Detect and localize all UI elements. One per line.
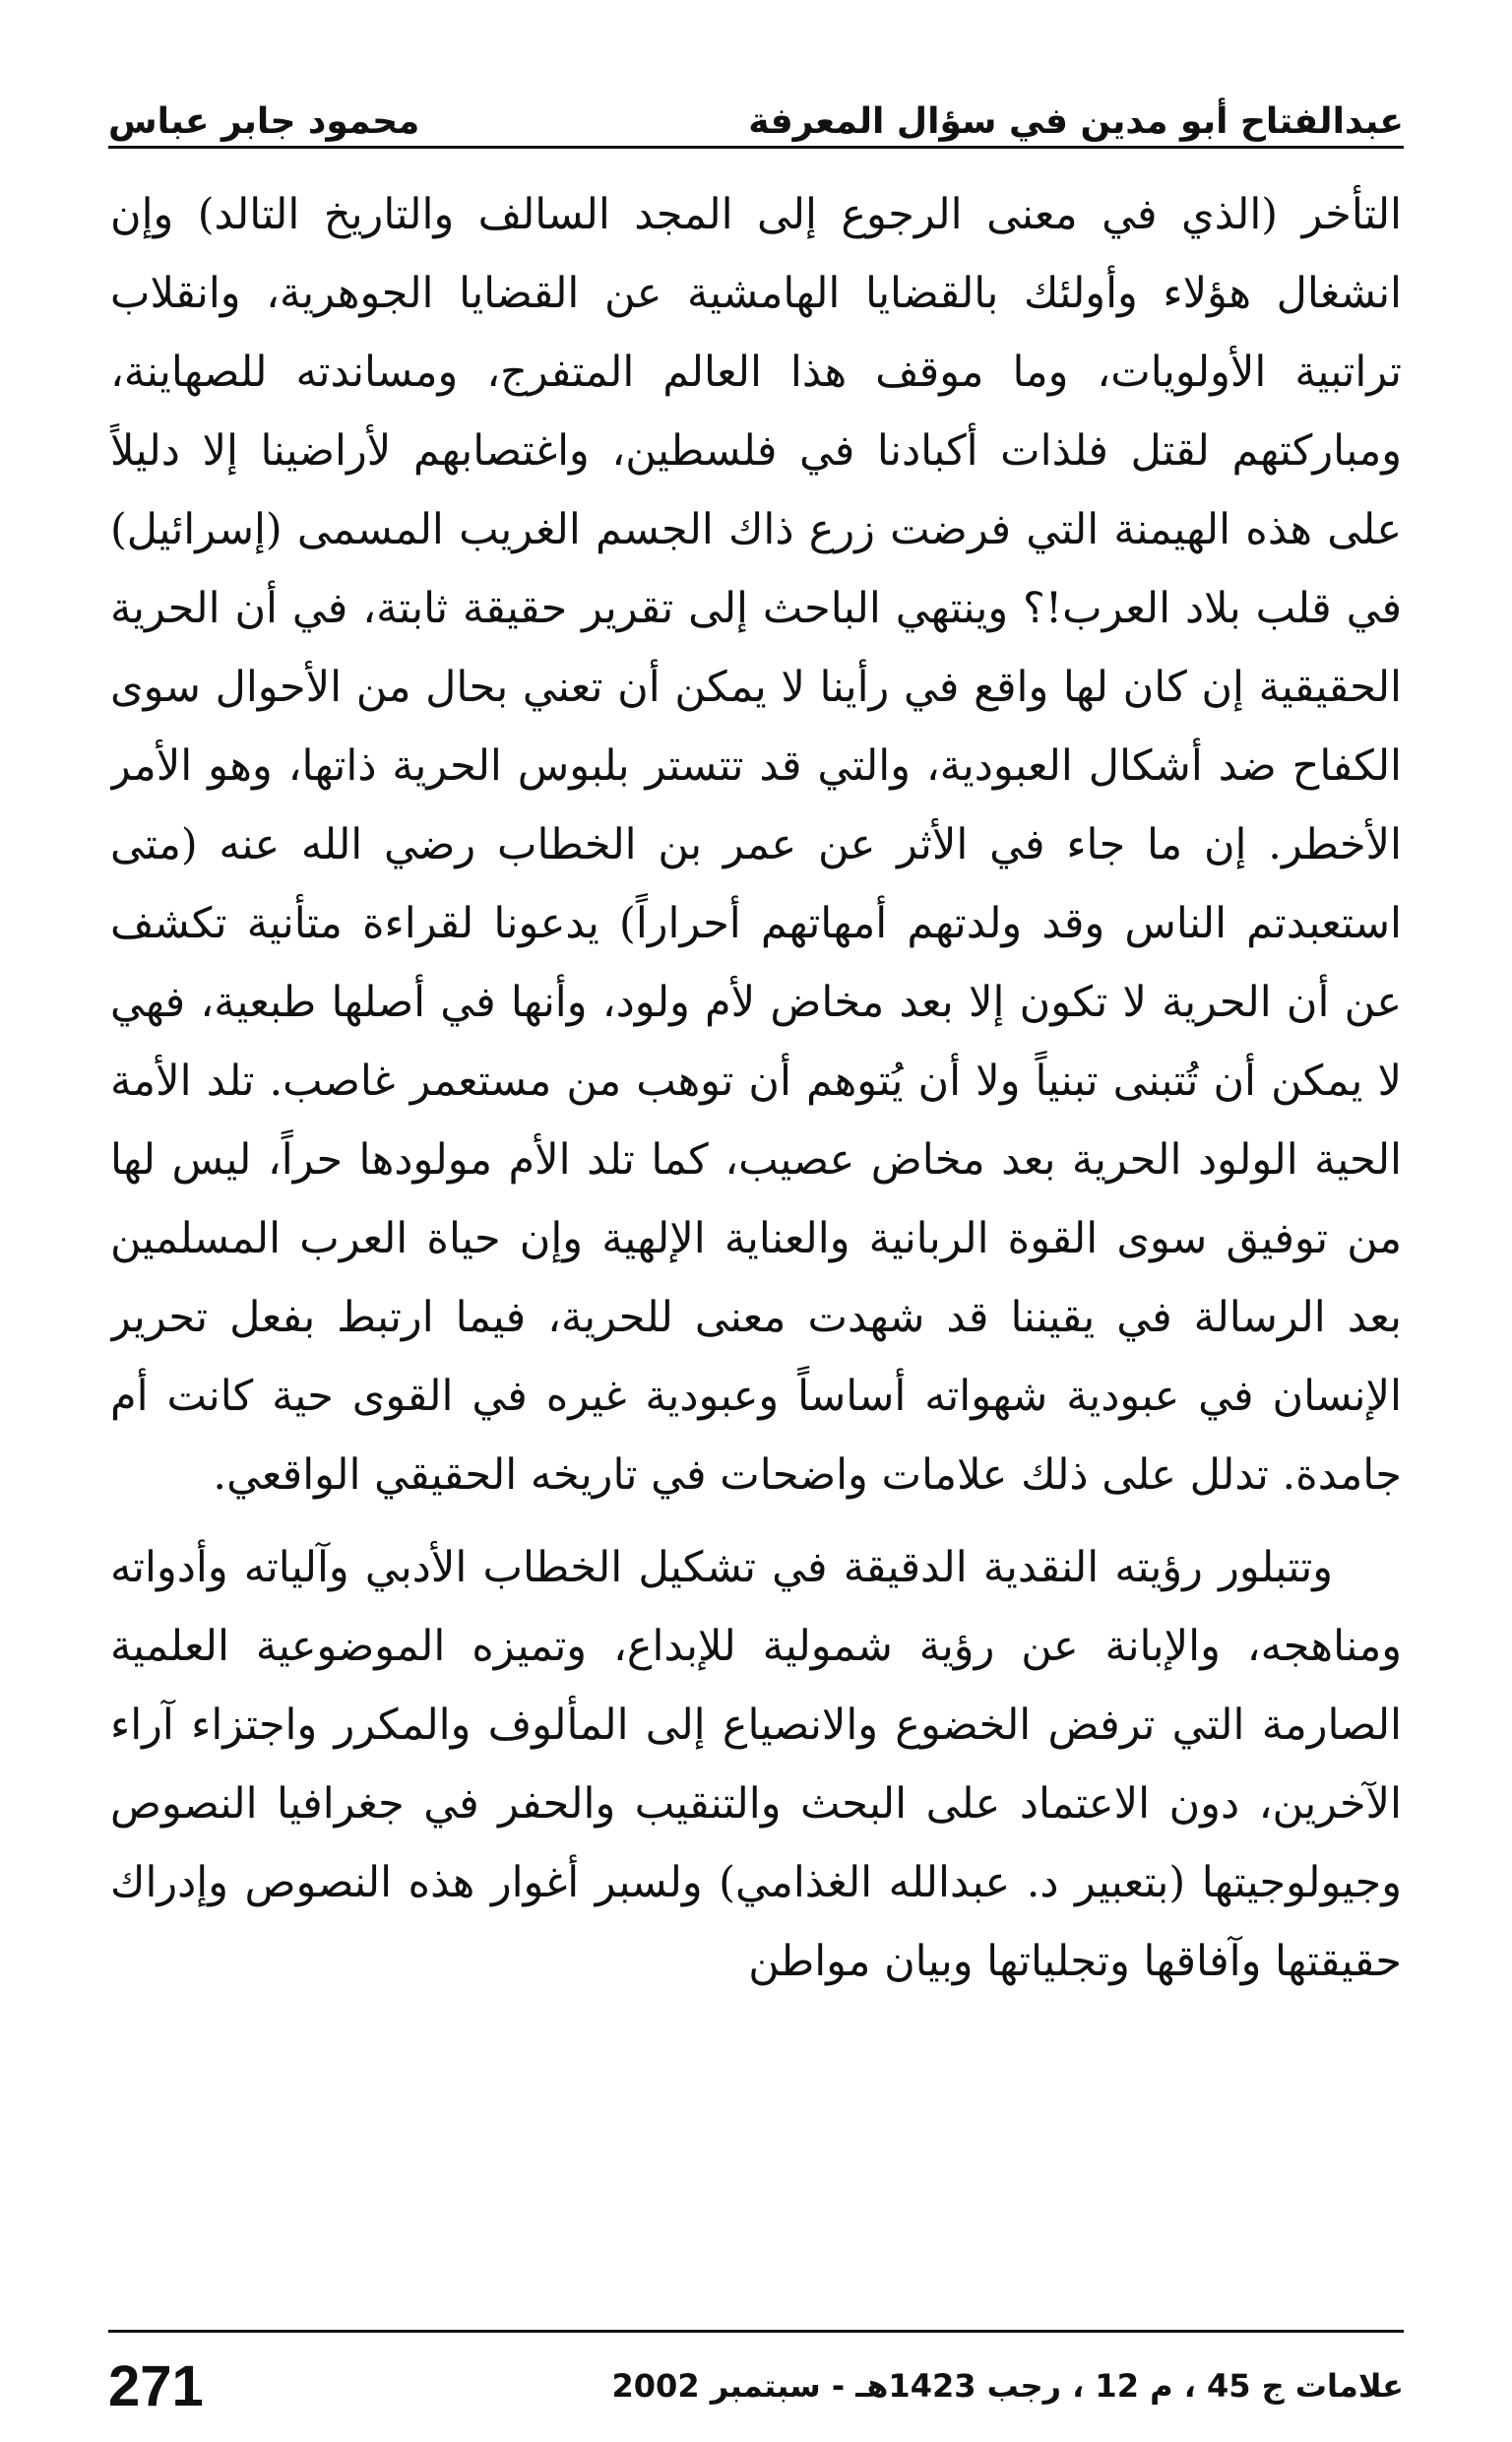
body-text xyxy=(110,175,1402,2322)
running-footer xyxy=(108,2351,1404,2420)
running-header xyxy=(108,61,1404,140)
article-title: عبدالفتاح أبو مدين في سؤال المعرفة xyxy=(748,101,1404,142)
author-name: محمود جابر عباس xyxy=(108,101,420,142)
header-rule xyxy=(108,146,1404,149)
page-number: 271 xyxy=(108,2353,204,2418)
footer-rule xyxy=(108,2330,1404,2333)
issue-info: علامات ج 45 ، م 12 ، رجب 1423هـ - سبتمبر 2002 xyxy=(611,2367,1404,2405)
paragraph-1: التأخر (الذي في معنى الرجوع إلى المجد السالف والتاريخ التالد) وإن انشغال هؤلاء وأولئك بالقضايا الهامشية عن القضايا الجوهرية، وانقلاب تراتبية الأولويات، وما موقف هذا العالم المتفرج، ومساندته للصهاينة، ومباركتهم لقتل فلذات أكبادنا في فلسطين، واغتصابهم لأراضينا إلا دليلاً على هذه الهيمنة التي فرضت زرع ذاك الجسم الغريب المسمى (إسرائيل) في قلب بلاد العرب!؟ وينتهي الباحث إلى تقرير حقيقة ثابتة، في أن الحرية الحقيقية إن كان لها واقع في رأينا لا يمكن أن تعني بحال من الأحوال سوى الكفاح ضد أشكال العبودية، والتي قد تتستر بلبوس الحرية ذاتها، وهو الأمر الأخطر. إن ما جاء في الأثر عن عمر بن الخطاب رضي الله عنه (متى استعبدتم الناس وقد ولدتهم أمهاتهم أحراراً) يدعونا لقراءة متأنية تكشف عن أن الحرية لا تكون إلا بعد مخاض لأم ولود، وأنها في أصلها طبعية، فهي لا يمكن أن تُتبنى تبنياً ولا أن يُتوهم أن توهب من مستعمر غاصب. تلد الأمة الحية الولود الحرية بعد مخاض عصيب، كما تلد الأم مولودها حراً، ليس لها من توفيق سوى القوة الربانية والعناية الإلهية وإن حياة العرب المسلمين بعد الرسالة في يقيننا قد شهدت معنى للحرية، فيما ارتبط بفعل تحرير الإنسان في عبودية شهواته أساساً وعبودية غيره في القوى حية كانت أم جامدة. تدلل على ذلك علامات واضحات في تاريخه الحقيقي الواقعي. xyxy=(110,190,1402,1500)
paragraph-2: وتتبلور رؤيته النقدية الدقيقة في تشكيل الخطاب الأدبي وآلياته وأدواته ومناهجه، والإبانة عن رؤية شمولية للإبداع، وتميزه الموضوعية العلمية الصارمة التي ترفض الخضوع والانصياع إلى المألوف والمكرر واجتزاء آراء الآخرين، دون الاعتماد على البحث والتنقيب والحفر في جغرافيا النصوص وجيولوجيتها (بتعبير د. عبدالله الغذامي) ولسبر أغوار هذه النصوص وإدراك حقيقتها وآفاقها وتجلياتها وبيان مواطن xyxy=(110,1543,1402,1986)
